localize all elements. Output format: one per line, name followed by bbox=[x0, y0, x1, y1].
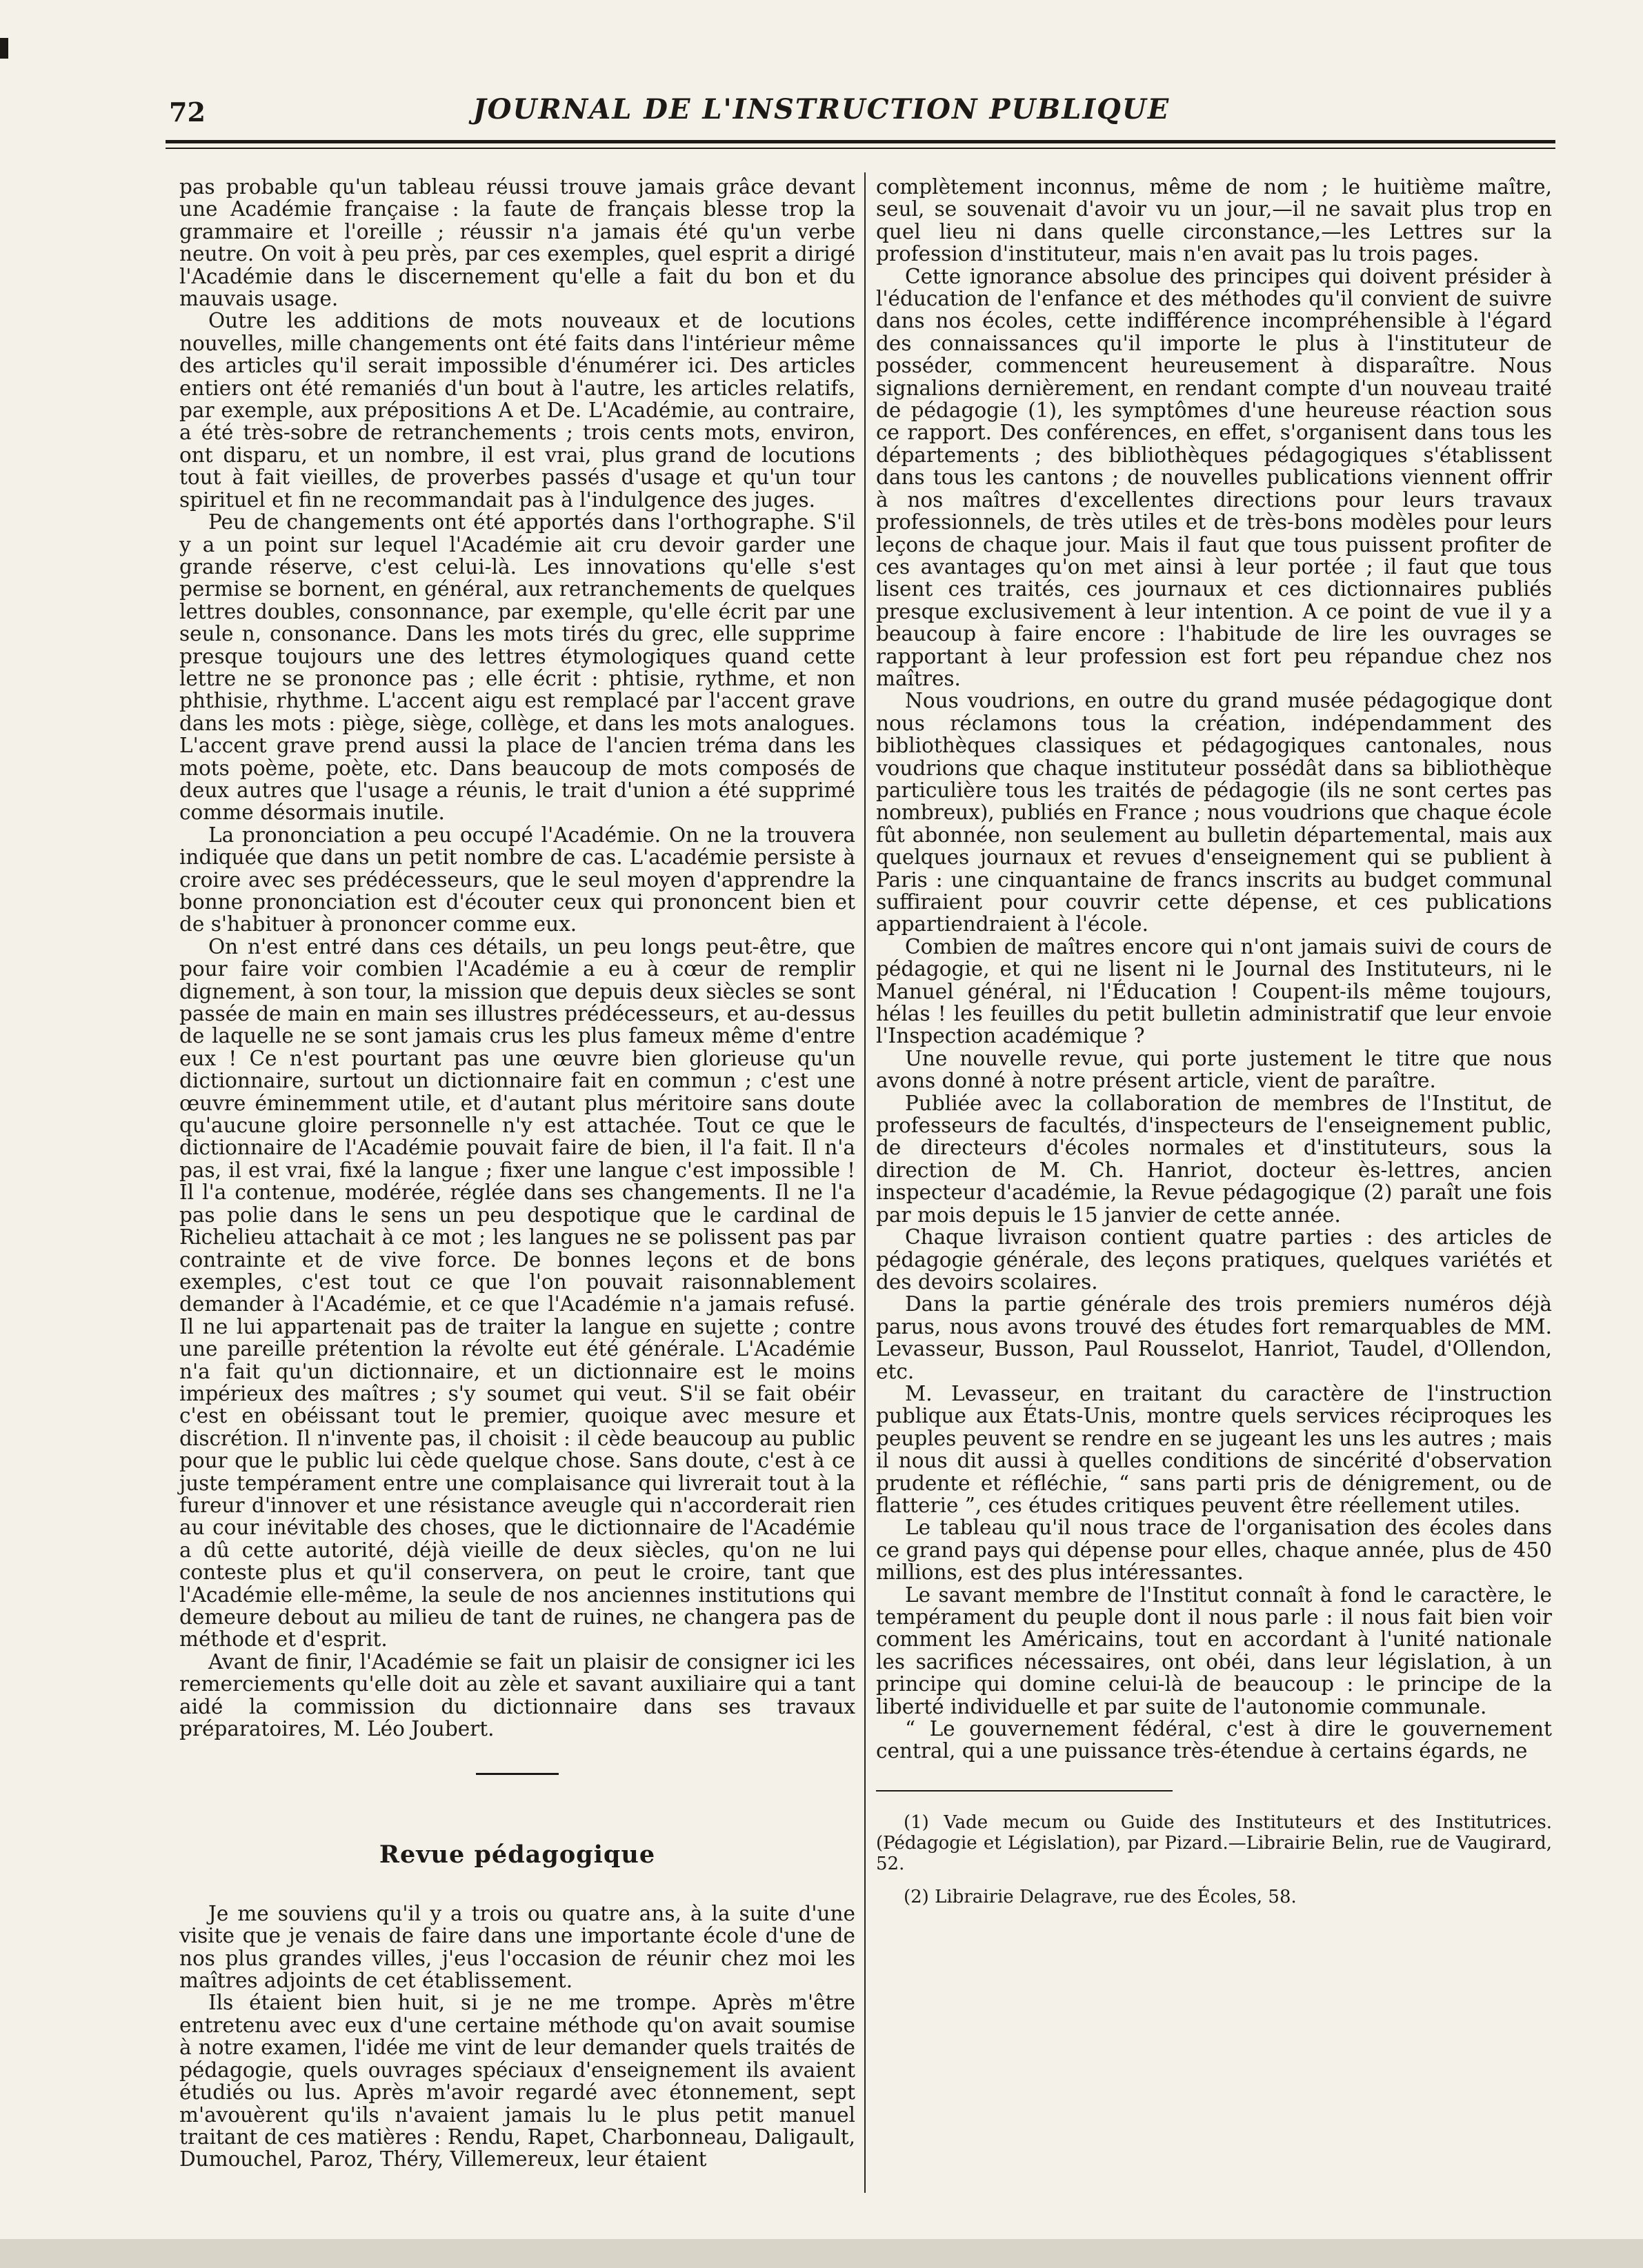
page-bottom-edge bbox=[0, 2239, 1643, 2268]
paragraph: Dans la partie générale des trois premiers numéros déjà parus, nous avons trouvé des études fort remarquables de MM. Levasseur, Busson, Paul Rousselot, Hanriot, Taudel, d'Ollendon, etc. bbox=[876, 1292, 1552, 1383]
section-separator bbox=[476, 1773, 559, 1775]
paragraph: “ Le gouvernement fédéral, c'est à dire le gouvernement central, qui a une puissance très-étendue à certains égards, ne bbox=[876, 1717, 1552, 1763]
paragraph: M. Levasseur, en traitant du caractère de l'instruction publique aux États-Unis, montre quels services réciproques les peuples peuvent se rendre en se jugeant les uns les autres ; mais il nous dit aussi à quelles conditions de sincérité d'observation prudente et réfléchie, “ sans parti pris de dénigrement, ou de flatterie ”, ces études critiques peuvent être réellement utiles. bbox=[876, 1381, 1552, 1517]
paragraph: Ils étaient bien huit, si je ne me trompe. Après m'être entretenu avec eux d'une certaine méthode qu'on avait soumise à notre examen, l'idée me vint de leur demander quels traités de pédagogie, quels ouvrages spéciaux d'enseignement ils avaient étudiés ou lus. Après m'avoir regardé avec étonnement, sept m'avouèrent qu'ils n'avaient jamais lu le plus petit manuel traitant de ces matières : Rendu, Rapet, Charbonneau, Daligault, Dumouchel, Paroz, Théry, Villemereux, leur étaient bbox=[179, 1991, 855, 2171]
left-column bbox=[179, 176, 855, 2171]
paragraph: complètement inconnus, même de nom ; le huitième maître, seul, se souvenait d'avoir vu un jour,—il ne savait plus trop en quel lieu ni dans quelle circonstance,—les Lettres sur la profession d'instituteur, mais n'en avait pas lu trois pages. bbox=[876, 175, 1552, 266]
page-number: 72 bbox=[169, 97, 206, 128]
footnote: (2) Librairie Delagrave, rue des Écoles, 58. bbox=[904, 1886, 1297, 1907]
paragraph: Nous voudrions, en outre du grand musée pédagogique dont nous réclamons tous la création, indépendamment des bibliothèques classiques et pédagogiques cantonales, nous voudrions que chaque instituteur possédât dans sa bibliothèque particulière tous les traités de pédagogie (ils ne sont certes pas nombreux), publiés en France ; nous voudrions que chaque école fût abonnée, non seulement au bulletin départemental, mais aux quelques journaux et revues d'enseignement qui se publient à Paris : une cinquantaine de francs inscrits au budget communal suffiraient pour couvrir cette dépense, et ces publications appartiendraient à l'école. bbox=[876, 689, 1552, 936]
paragraph: La prononciation a peu occupé l'Académie. On ne la trouvera indiquée que dans un petit nombre de cas. L'académie persiste à croire avec ses prédécesseurs, que le seul moyen d'apprendre la bonne prononciation est d'écouter ceux qui prononcent bien et de s'habituer à prononcer comme eux. bbox=[179, 823, 855, 936]
paragraph: Je me souviens qu'il y a trois ou quatre ans, à la suite d'une visite que je venais de faire dans une importante école d'une de nos plus grandes villes, j'eus l'occasion de réunir chez moi les maîtres adjoints de cet établissement. bbox=[179, 1901, 855, 1993]
paragraph: Le savant membre de l'Institut connaît à fond le caractère, le tempérament du peuple dont il nous parle : il nous fait bien voir comment les Américains, tout en accordant à l'unité nationale les sacrifices nécessaires, ont obéi, dans leur législation, à un principe qui domine celui-là de beaucoup : le principe de la liberté individuelle et par suite de l'autonomie communale. bbox=[876, 1583, 1552, 1718]
paragraph: Chaque livraison contient quatre parties : des articles de pédagogie générale, des leçons pratiques, quelques variétés et des devoirs scolaires. bbox=[876, 1225, 1552, 1294]
paragraph: pas probable qu'un tableau réussi trouve jamais grâce devant une Académie française : la faute de français blesse trop la grammaire et l'oreille ; réussir n'a jamais été qu'un verbe neutre. On voit à peu près, par ces exemples, quel esprit a dirigé l'Académie dans le discernement qu'elle a fait du bon et du mauvais usage. bbox=[179, 175, 855, 311]
paragraph: Cette ignorance absolue des principes qui doivent présider à l'éducation de l'enfance et des méthodes qu'il convient de suivre dans nos écoles, cette indifférence incompréhensible à l'égard des connaissances qu'il importe le plus à l'instituteur de posséder, commencent heureusement à disparaître. Nous signalions dernièrement, en rendant compte d'un nouveau traité de pédagogie (1), les symptômes d'une heureuse réaction sous ce rapport. Des conférences, en effet, s'organisent dans tous les départements ; des bibliothèques pédagogiques s'établissent dans tous les cantons ; de nouvelles publications viennent offrir à nos maîtres d'excellentes directions pour leurs travaux professionnels, de très utiles et de très-bons modèles pour leurs leçons de chaque jour. Mais il faut que tous puissent profiter de ces avantages qu'on met ainsi à leur portée ; il faut que tous lisent ces traités, ces journaux et ces dictionnaires publiés presque exclusivement à leur intention. A ce point de vue il y a beaucoup à faire encore : l'habitude de lire les ouvrages se rapportant à leur profession est fort peu répandue chez nos maîtres. bbox=[876, 264, 1552, 690]
running-head: JOURNAL DE L'INSTRUCTION PUBLIQUE bbox=[472, 93, 1171, 126]
paragraph: Combien de maîtres encore qui n'ont jamais suivi de cours de pédagogie, et qui ne lisent ni le Journal des Instituteurs, ni le Manuel général, ni l'Éducation ! Coupent-ils même toujours, hélas ! les feuilles du petit bulletin administratif que leur envoie l'Inspection académique ? bbox=[876, 934, 1552, 1048]
column-divider bbox=[864, 172, 866, 2193]
paragraph: Avant de finir, l'Académie se fait un plaisir de consigner ici les remerciements qu'elle doit au zèle et savant auxiliaire qui a tant aidé la commission du dictionnaire dans ses travaux préparatoires, M. Léo Joubert. bbox=[179, 1649, 855, 1741]
paragraph: Peu de changements ont été apportés dans l'orthographe. S'il y a un point sur lequel l'Académie ait cru devoir garder une grande réserve, c'est celui-là. Les innovations qu'elle s'est permise se bornent, en général, aux retranchements de quelques lettres doubles, consonnance, par exemple, qu'elle écrit par une seule n, consonance. Dans les mots tirés du grec, elle supprime presque toujours une des lettres étymologiques quand cette lettre ne se prononce pas ; elle écrit : phtisie, rythme, et non phthisie, rhythme. L'accent aigu est remplacé par l'accent grave dans les mots : piège, siège, collège, et dans les mots analogues. L'accent grave prend aussi la place de l'ancien tréma dans les mots poème, poète, etc. Dans beaucoup de mots composés de deux autres que l'usage a réunis, le trait d'union a été supprimé comme désormais inutile. bbox=[179, 510, 855, 825]
footnote-rule bbox=[876, 1790, 1173, 1792]
right-column bbox=[876, 176, 1552, 1920]
paragraph: On n'est entré dans ces détails, un peu longs peut-être, que pour faire voir combien l'Académie a eu à cœur de remplir dignement, à son tour, la mission que depuis deux siècles se sont passée de main en main ses illustres prédécesseurs, et au-dessus de laquelle ne se sont jamais crus les plus fameux même d'entre eux ! Ce n'est pourtant pas une œuvre bien glorieuse qu'un dictionnaire, surtout un dictionnaire fait en commun ; c'est une œuvre éminemment utile, et d'autant plus méritoire sans doute qu'aucune gloire personnelle n'y est attachée. Tout ce que le dictionnaire de l'Académie pouvait faire de bien, il l'a fait. Il n'a pas, il est vrai, fixé la langue ; fixer une langue c'est impossible ! Il l'a contenue, modérée, réglée dans ses changements. Il ne l'a pas polie dans le sens un peu despotique que le cardinal de Richelieu attachait à ce mot ; les langues ne se polissent pas par contrainte et de vive force. De bonnes leçons et de bons exemples, c'est tout ce que l'on pouvait raisonnablement demander à l'Académie, et ce que l'Académie n'a jamais refusé. Il ne lui appartenait pas de traiter la langue en sujette ; contre une pareille prétention la révolte eut été générale. L'Académie n'a fait qu'un dictionnaire, et un dictionnaire est le moins impérieux des maîtres ; s'y soumet qui veut. S'il se fait obéir c'est en obéissant tout le premier, quoique avec mesure et discrétion. Il n'invente pas, il choisit : il cède beaucoup au public pour que le public lui cède quelque chose. Sans doute, c'est à ce juste tempérament entre une complaisance qui livrerait tout à la fureur d'innover et une résistance aveugle qui n'accorderait rien au cour inévitable des choses, que le dictionnaire de l'Académie a dû cette autorité, déjà vieille de deux siècles, qu'on ne lui conteste plus et qu'il conservera, on peut le croire, tant que l'Académie elle-même, la seule de nos anciennes institutions qui demeure debout au milieu de tant de ruines, ne changera pas de méthode et d'esprit. bbox=[179, 934, 855, 1652]
header-rule bbox=[166, 140, 1555, 143]
footnote: (1) Vade mecum ou Guide des Instituteurs et des Institutrices. (Pédagogie et Législation), par Pizard.—Librairie Belin, rue de Vaugirard, 52. bbox=[876, 1812, 1552, 1874]
paragraph: Publiée avec la collaboration de membres de l'Institut, de professeurs de facultés, d'inspecteurs de l'enseignement public, de directeurs d'écoles normales et d'instituteurs, sous la direction de M. Ch. Hanriot, docteur ès-lettres, ancien inspecteur d'académie, la Revue pédagogique (2) paraît une fois par mois depuis le 15 janvier de cette année. bbox=[876, 1091, 1552, 1227]
paragraph: Une nouvelle revue, qui porte justement le titre que nous avons donné à notre présent article, vient de paraître. bbox=[876, 1046, 1552, 1093]
section-title: Revue pédagogique bbox=[379, 1840, 656, 1869]
paragraph: Outre les additions de mots nouveaux et de locutions nouvelles, mille changements ont été faits dans l'intérieur même des articles qu'il serait impossible d'énumérer ici. Des articles entiers ont été remaniés d'un bout à l'autre, les articles relatifs, par exemple, aux prépositions A et De. L'Académie, au contraire, a été très-sobre de retranchements ; trois cents mots, environ, ont disparu, et un nombre, il est vrai, plus grand de locutions tout à fait vieilles, de proverbes passés d'usage et qu'un tour spirituel et fin ne recommandait pas à l'indulgence des juges. bbox=[179, 309, 855, 512]
margin-mark bbox=[0, 38, 8, 59]
header-rule-thin bbox=[166, 148, 1555, 149]
paragraph: Le tableau qu'il nous trace de l'organisation des écoles dans ce grand pays qui dépense pour elles, chaque année, plus de 450 millions, est des plus intéressantes. bbox=[876, 1516, 1552, 1585]
